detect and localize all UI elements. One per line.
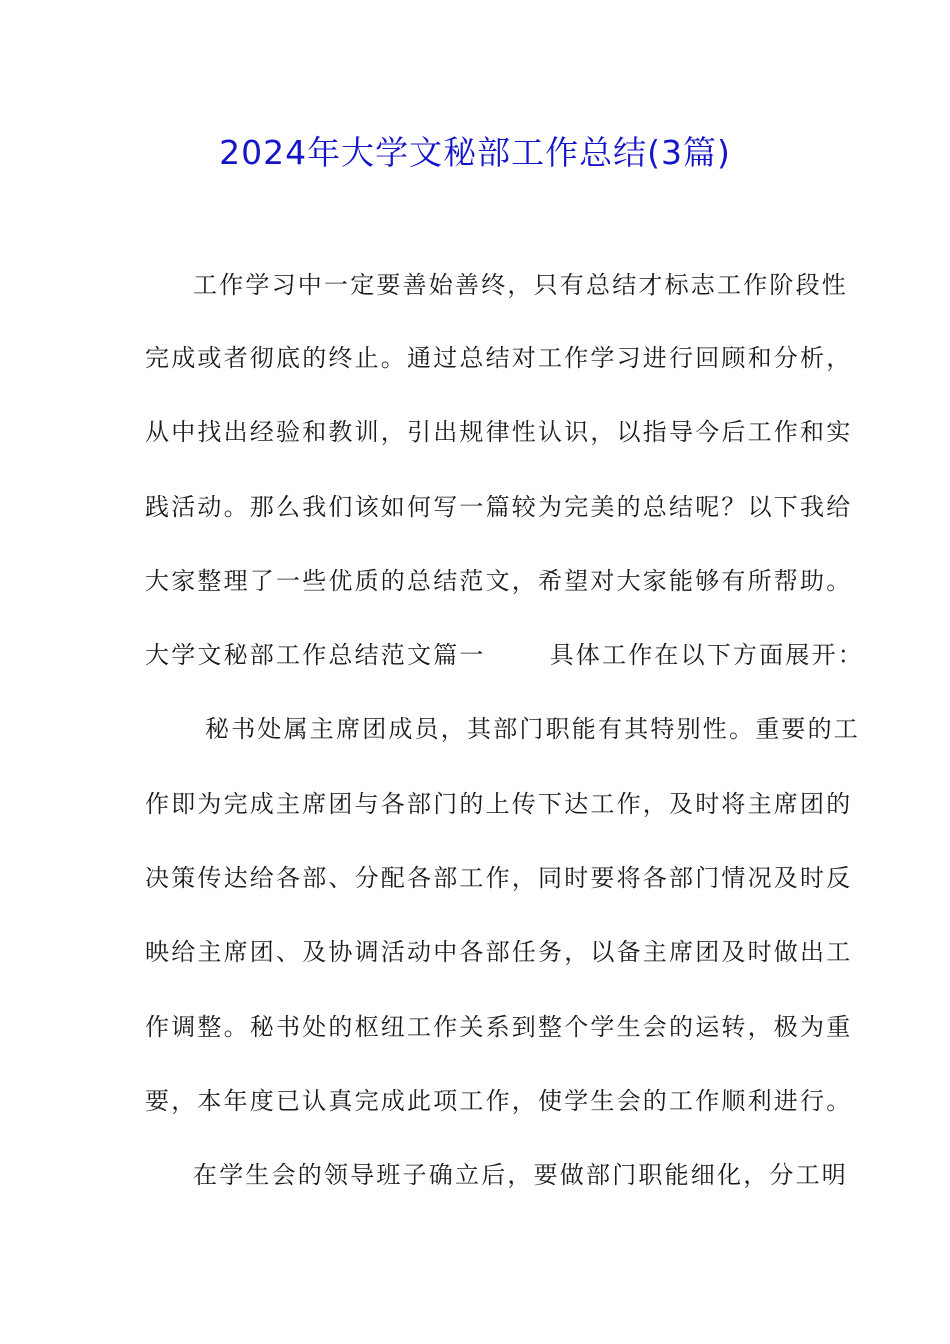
intro-line-4: 践活动。那么我们该如何写一篇较为完美的总结呢？以下我给 [145,493,853,521]
paragraph1-line-5: 作调整。秘书处的枢纽工作关系到整个学生会的运转，极为重 [145,1013,853,1041]
paragraph1-line-6: 要，本年度已认真完成此项工作，使学生会的工作顺利进行。 [145,1087,853,1115]
paragraph2-line-1: 在学生会的领导班子确立后，要做部门职能细化，分工明 [193,1161,848,1189]
document-title: 2024年大学文秘部工作总结(3篇) [219,133,731,172]
intro-line-1: 工作学习中一定要善始善终，只有总结才标志工作阶段性 [193,271,848,299]
paragraph1-line-4: 映给主席团、及协调活动中各部任务，以备主席团及时做出工 [145,938,853,966]
paragraph1-line-2: 作即为完成主席团与各部门的上传下达工作，及时将主席团的 [145,790,853,818]
section-lead: 具体工作在以下方面展开： [549,641,865,669]
paragraph1-line-1: 秘书处属主席团成员，其部门职能有其特别性。重要的工 [205,715,860,743]
intro-line-3: 从中找出经验和教训，引出规律性认识，以指导今后工作和实 [145,418,853,446]
intro-line-2: 完成或者彻底的终止。通过总结对工作学习进行回顾和分析， [145,344,853,372]
paragraph1-line-3: 决策传达给各部、分配各部工作，同时要将各部门情况及时反 [145,864,853,892]
intro-line-5: 大家整理了一些优质的总结范文，希望对大家能够有所帮助。 [145,567,853,595]
section-heading: 大学文秘部工作总结范文篇一 [145,641,486,669]
section-heading-row [145,637,864,673]
